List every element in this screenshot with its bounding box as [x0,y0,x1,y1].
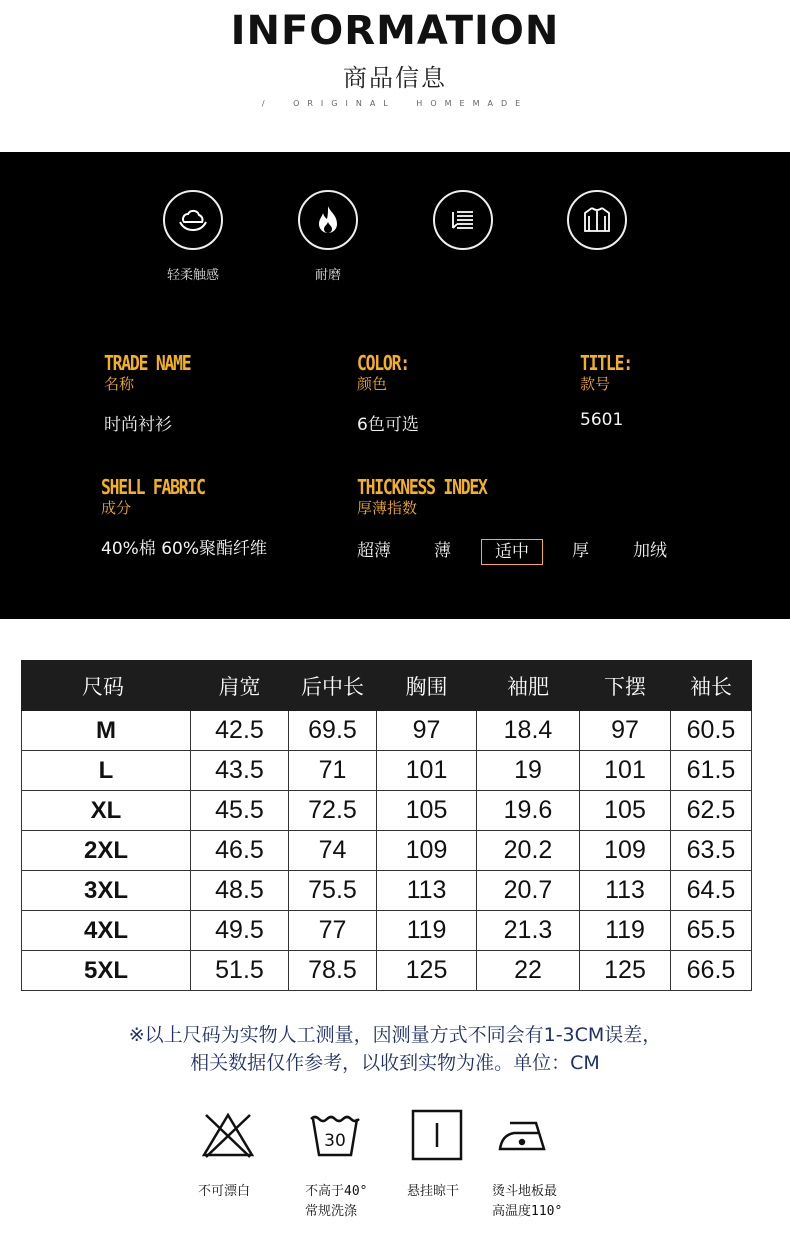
care-label-2: 高温度110° [492,1204,563,1219]
care-item-hang-dry [407,1108,467,1202]
table-header-row [22,661,752,711]
measurement-cell: 48.5 [191,871,289,911]
header-hem: 下摆 [580,661,671,711]
field-label-en: SHELL FABRIC [101,475,205,499]
care-label: 不高于40° [305,1184,368,1199]
table-row [22,871,752,911]
thickness-option: 超薄 [357,541,391,561]
fabric-layers-icon [433,190,493,250]
measurement-cell: 64.5 [671,871,752,911]
field-label-en: THICKNESS INDEX [357,475,487,499]
feature-label [542,264,652,282]
measurement-cell: 65.5 [671,911,752,951]
measurement-cell: 74 [289,831,377,871]
feature-durable [273,190,383,282]
size-cell: L [22,751,191,791]
size-cell: 3XL [22,871,191,911]
field-value: 时尚衬衫 [104,415,172,435]
measurement-cell: 42.5 [191,711,289,751]
measurement-cell: 21.3 [477,911,580,951]
measurement-cell: 125 [377,951,477,991]
page-subtitle: 商品信息 [343,64,447,92]
table-row [22,911,752,951]
measurement-cell: 125 [580,951,671,991]
size-cell: XL [22,791,191,831]
header-shoulder: 肩宽 [191,661,289,711]
jacket-icon [567,190,627,250]
measurement-cell: 101 [580,751,671,791]
hang-dry-icon [407,1108,467,1162]
measurement-note-line2: 相关数据仅作参考，以收到实物为准。单位：CM [190,1052,600,1074]
measurement-cell: 78.5 [289,951,377,991]
header-chest: 胸围 [377,661,477,711]
measurement-cell: 63.5 [671,831,752,871]
care-item-iron [492,1108,562,1222]
field-label-cn: 颜色 [357,375,388,393]
field-color [357,352,420,435]
field-thickness [357,476,515,518]
no-bleach-icon [198,1108,258,1162]
measurement-cell: 105 [377,791,477,831]
care-item-no-bleach [198,1108,258,1202]
field-label-en: TRADE NAME [104,351,191,375]
measurement-cell: 60.5 [671,711,752,751]
measurement-cell: 105 [580,791,671,831]
measurement-cell: 113 [377,871,477,911]
tagline: / ORIGINAL HOMEMADE [261,99,529,108]
measurement-cell: 22 [477,951,580,991]
field-value: 40%棉 60%聚酯纤维 [101,539,267,559]
measurement-cell: 97 [377,711,477,751]
measurement-note-line1: ※以上尺码为实物人工测量，因测量方式不同会有1-3CM误差， [128,1024,662,1046]
feature-soft-touch [138,190,248,282]
feature-jacket [542,190,652,282]
feature-label [408,264,518,282]
thickness-option: 厚 [572,541,589,561]
measurement-cell: 97 [580,711,671,751]
measurement-cell: 61.5 [671,751,752,791]
measurement-cell: 46.5 [191,831,289,871]
size-cell: 5XL [22,951,191,991]
feature-label: 轻柔触感 [166,268,219,283]
field-title [580,352,643,430]
page-title: INFORMATION [230,8,560,54]
measurement-cell: 77 [289,911,377,951]
size-cell: 4XL [22,911,191,951]
thickness-option: 加绒 [633,541,667,561]
wash-40-icon [305,1108,365,1162]
feature-label: 耐磨 [314,268,341,283]
care-label-2: 常规洗涤 [305,1204,358,1219]
field-label-en: TITLE: [580,351,632,375]
measurement-cell: 101 [377,751,477,791]
field-label-en: COLOR: [357,351,409,375]
care-label: 悬挂晾干 [407,1184,460,1199]
info-panel [0,152,790,619]
feature-fabric [408,190,518,282]
measurement-cell: 113 [580,871,671,911]
measurement-cell: 71 [289,751,377,791]
care-label: 不可漂白 [198,1184,251,1199]
wash-temp-badge: 30 [324,1131,346,1151]
measurement-cell: 66.5 [671,951,752,991]
measurement-cell: 72.5 [289,791,377,831]
field-label-cn: 厚薄指数 [357,499,418,517]
measurement-cell: 20.2 [477,831,580,871]
size-cell: M [22,711,191,751]
field-value: 6色可选 [357,415,419,435]
thickness-option-selected: 适中 [481,539,543,565]
measurement-cell: 109 [580,831,671,871]
header-length: 后中长 [289,661,377,711]
measurement-cell: 18.4 [477,711,580,751]
care-item-wash [305,1108,367,1222]
measurement-cell: 20.7 [477,871,580,911]
field-shell-fabric [101,476,267,559]
measurement-cell: 51.5 [191,951,289,991]
table-row [22,951,752,991]
flame-icon [298,190,358,250]
field-label-cn: 成分 [101,499,132,517]
thickness-option: 薄 [434,541,451,561]
table-row [22,711,752,751]
header-size: 尺码 [22,661,191,711]
measurement-cell: 62.5 [671,791,752,831]
table-body [22,711,752,991]
measurement-cell: 75.5 [289,871,377,911]
measurement-cell: 43.5 [191,751,289,791]
table-row [22,751,752,791]
measurement-cell: 69.5 [289,711,377,751]
field-label-cn: 款号 [580,375,611,393]
cloud-hands-icon [163,190,223,250]
header-sleeve-length: 袖长 [671,661,752,711]
measurement-cell: 19.6 [477,791,580,831]
measurement-cell: 119 [377,911,477,951]
field-label-cn: 名称 [104,375,135,393]
table-row [22,831,752,871]
care-label: 烫斗地板最 [492,1184,558,1199]
size-table [21,660,752,991]
table-row [22,791,752,831]
measurement-cell: 109 [377,831,477,871]
field-value: 5601 [580,410,624,430]
measurement-cell: 45.5 [191,791,289,831]
field-trade-name [104,352,209,435]
iron-icon [492,1108,552,1162]
header-sleeve-width: 袖肥 [477,661,580,711]
measurement-cell: 19 [477,751,580,791]
measurement-cell: 119 [580,911,671,951]
measurement-cell: 49.5 [191,911,289,951]
size-cell: 2XL [22,831,191,871]
